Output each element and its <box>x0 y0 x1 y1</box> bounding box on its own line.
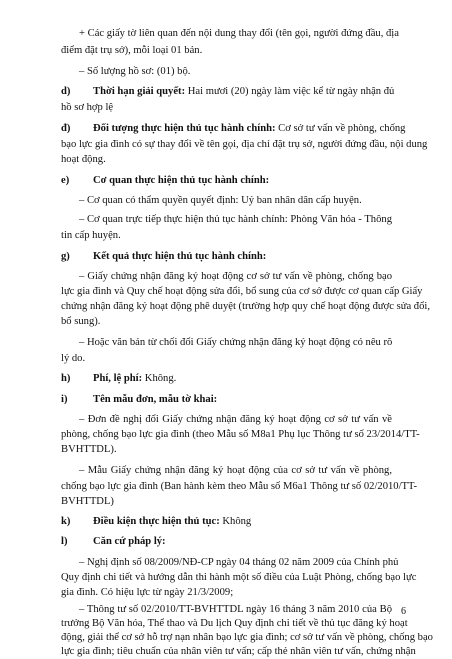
text-line: – Mẫu Giấy chứng nhận đăng ký hoạt động của cơ sở tư vấn về phòng, <box>79 465 392 476</box>
section-heading: Tên mẫu đơn, mẫu tờ khai: <box>93 394 218 405</box>
section-heading: Cơ quan thực hiện thủ tục hành chính: <box>93 175 270 186</box>
text-line: động, giải thể cơ sở hỗ trợ nạn nhân bạo lực gia đình; cơ sở tư vấn về phòng, chống bạo <box>61 632 433 643</box>
section-l <box>61 535 392 549</box>
text-line: chống bạo lực gia đình (Ban hành kèm theo Mẫu số M6a1 Thông tư số 02/2010/TT- <box>61 481 418 492</box>
text-line: trưởng Bộ Văn hóa, Thể thao và Du lịch Quy định chi tiết về thủ tục đăng ký hoạt <box>61 618 408 629</box>
text-line: – Giấy chứng nhận đăng ký hoạt động cơ sở tư vấn về phòng, chống bạo <box>79 271 392 282</box>
text-line: chứng nhận đăng ký hoạt động phê duyệt (trường hợp quy chế hoạt động được sửa đổi, <box>61 301 430 312</box>
text-line: bổ sung). <box>61 316 101 327</box>
section-dd <box>61 122 406 136</box>
page-number: 6 <box>401 606 406 617</box>
text-line: – Hoặc văn bản từ chối đổi Giấy chứng nhận đăng ký hoạt động có nêu rõ <box>79 337 393 348</box>
text-line: bạo lực gia đình có sự thay đổi về tên gọi, địa chỉ đặt trụ sở, người đứng đầu, nội dung <box>61 139 428 150</box>
text-line: Quy định chi tiết và hướng dẫn thi hành một số điều của Luật Phòng, chống bạo lực <box>61 572 417 583</box>
section-number: d) <box>61 86 71 97</box>
section-text: Không <box>219 516 252 527</box>
section-heading: Đối tượng thực hiện thủ tục hành chính: <box>93 123 276 134</box>
text-line: – Đơn đề nghị đổi Giấy chứng nhận đăng ký hoạt động cơ sở tư vấn về <box>79 414 392 425</box>
section-heading: Điều kiện thực hiện thủ tục: <box>93 516 220 527</box>
section-i <box>61 393 392 407</box>
text-line: – Nghị định số 08/2009/NĐ-CP ngày 04 tháng 02 năm 2009 của Chính phủ <box>79 557 399 568</box>
text-line: – Cơ quan có thẩm quyền quyết định: Uỷ ban nhân dân cấp huyện. <box>79 195 362 206</box>
section-number: k) <box>61 516 71 527</box>
section-text: Không. <box>142 373 177 384</box>
section-heading: Kết quả thực hiện thủ tục hành chính: <box>93 251 267 262</box>
text-line: phòng, chống bạo lực gia đình (theo Mẫu số M8a1 Phụ lục Thông tư số 23/2014/TT- <box>61 429 420 440</box>
section-number: đ) <box>61 123 71 134</box>
text-line: gia đình. Có hiệu lực từ ngày 21/3/2009; <box>61 587 234 598</box>
section-g <box>61 250 392 264</box>
text-line: – Thông tư số 02/2010/TT-BVHTTDL ngày 16 tháng 3 năm 2010 của Bộ <box>79 604 392 615</box>
section-heading: Thời hạn giải quyết: <box>93 86 186 97</box>
text-line: BVHTTDL). <box>61 444 117 455</box>
section-e <box>61 174 392 188</box>
section-heading: Căn cứ pháp lý: <box>93 536 166 547</box>
section-text: Cơ sở tư vấn về phòng, chống <box>275 123 406 134</box>
text-line: – Cơ quan trực tiếp thực hiện thủ tục hành chính: Phòng Văn hóa - Thông <box>79 214 392 225</box>
section-number: g) <box>61 251 70 262</box>
text-line: hồ sơ hợp lệ <box>61 102 114 113</box>
section-d <box>61 85 395 99</box>
section-number: h) <box>61 373 71 384</box>
section-k <box>61 515 392 529</box>
text-line: lý do. <box>61 353 86 364</box>
text-line: BVHTTDL) <box>61 496 114 507</box>
text-line: – Số lượng hồ sơ: (01) bộ. <box>79 66 191 77</box>
section-h <box>61 372 392 386</box>
section-number: e) <box>61 175 70 186</box>
section-text: Hai mươi (20) ngày làm việc kể từ ngày nhận đủ <box>185 86 395 97</box>
text-line: lực gia đình và Quy chế hoạt động sửa đổi, bổ sung của cơ sở được cơ quan cấp Giấy <box>61 286 423 297</box>
section-number: i) <box>61 394 68 405</box>
section-number: l) <box>61 536 68 547</box>
text-line: hoạt động. <box>61 154 106 165</box>
text-line: + Các giấy tờ liên quan đến nội dung thay đổi (tên gọi, người đứng đầu, địa <box>79 28 399 39</box>
section-heading: Phí, lệ phí: <box>93 373 143 384</box>
text-line: tin cấp huyện. <box>61 230 121 241</box>
text-line: lực gia đình; tiêu chuẩn của nhân viên tư vấn; cấp thẻ nhân viên tư vấn, chứng nhận <box>61 646 416 657</box>
text-line: điểm đặt trụ sở), mỗi loại 01 bản. <box>61 45 203 56</box>
